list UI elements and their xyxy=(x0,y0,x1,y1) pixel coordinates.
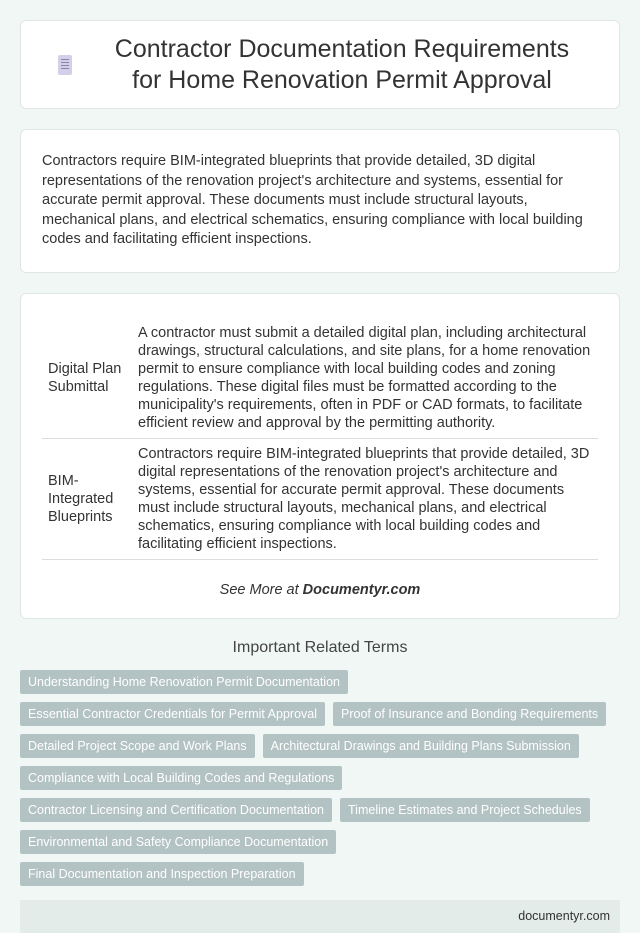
description-cell: Contractors require BIM-integrated blueprints that provide detailed, 3D digital representations of the renovation project's architecture and systems, essential for accurate permit approval. These documents must include structural layouts, mechanical plans, and electrical schematics, ensuring compliance with local building codes and facilitating efficient inspections. xyxy=(132,438,598,559)
related-terms-list xyxy=(20,670,620,886)
see-more-prefix: See More at xyxy=(219,581,303,598)
footer-link[interactable]: documentyr.com xyxy=(518,909,610,923)
related-term-tag[interactable]: Essential Contractor Credentials for Permit Approval xyxy=(20,702,325,726)
related-term-tag[interactable]: Detailed Project Scope and Work Plans xyxy=(20,734,255,758)
related-terms-heading: Important Related Terms xyxy=(232,638,408,656)
description-cell: A contractor must submit a detailed digital plan, including architectural drawings, structural calculations, and site plans, for a home renovation permit to ensure compliance with local building codes and zoning regulations. These digital files must be formatted according to the municipality's requirements, often in PDF or CAD formats, to facilitate efficient review and approval by the permitting authority. xyxy=(132,318,598,439)
document-icon xyxy=(58,55,72,75)
page-title-text: Contractor Documentation Requirements for Home Renovation Permit Approval xyxy=(114,34,570,94)
term-cell: BIM-Integrated Blueprints xyxy=(42,438,132,559)
related-term-tag[interactable]: Contractor Licensing and Certification Documentation xyxy=(20,798,332,822)
definitions-table xyxy=(42,318,598,560)
term-cell: Digital Plan Submittal xyxy=(42,318,132,439)
page-title xyxy=(58,34,582,96)
see-more-site[interactable]: Documentyr.com xyxy=(302,581,421,598)
intro-card: Contractors require BIM-integrated blueprints that provide detailed, 3D digital representations of the renovation project's architecture and systems, essential for accurate permit approval. These documents must include structural layouts, mechanical plans, and electrical schematics, ensuring compliance with local building codes and facilitating efficient inspections. xyxy=(20,129,620,273)
footer xyxy=(20,900,620,933)
table-row xyxy=(42,318,598,439)
definitions-card xyxy=(20,293,620,619)
related-term-tag[interactable]: Understanding Home Renovation Permit Documentation xyxy=(20,670,348,694)
related-term-tag[interactable]: Timeline Estimates and Project Schedules xyxy=(340,798,590,822)
related-term-tag[interactable]: Environmental and Safety Compliance Documentation xyxy=(20,830,336,854)
related-term-tag[interactable]: Compliance with Local Building Codes and Regulations xyxy=(20,766,342,790)
related-term-tag[interactable]: Final Documentation and Inspection Preparation xyxy=(20,862,304,886)
related-term-tag[interactable]: Architectural Drawings and Building Plans Submission xyxy=(263,734,579,758)
related-term-tag[interactable]: Proof of Insurance and Bonding Requirements xyxy=(333,702,606,726)
see-more-link[interactable] xyxy=(42,582,598,598)
header-card xyxy=(20,20,620,109)
table-row xyxy=(42,438,598,559)
